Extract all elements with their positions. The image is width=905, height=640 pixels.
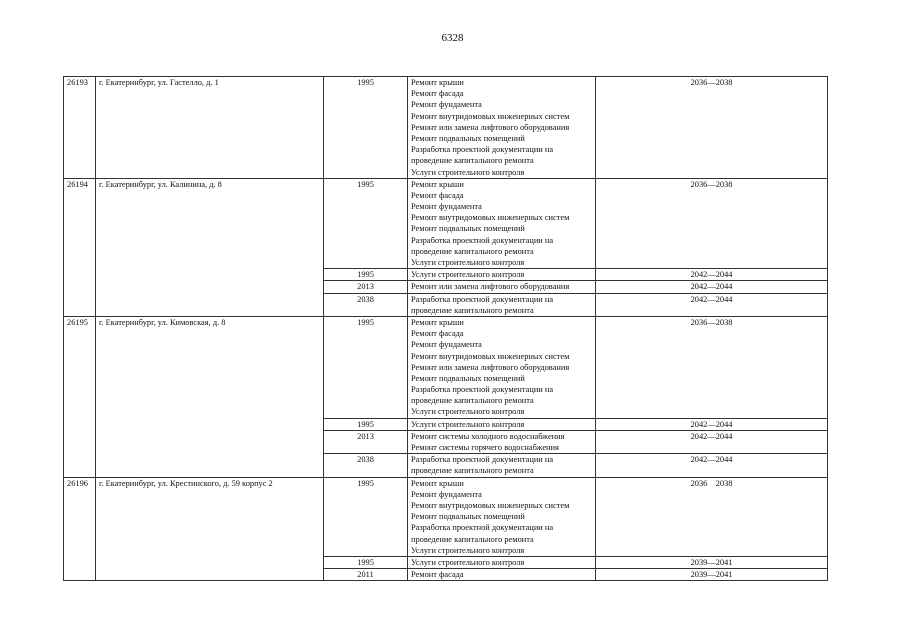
work-item: Разработка проектной документации на (411, 455, 554, 465)
works-cell (408, 77, 596, 179)
work-item: Услуги строительного контроля (411, 270, 525, 280)
planned-period-cell: 2036—2038 (596, 316, 828, 418)
work-item: Ремонт или замена лифтового оборудования (411, 282, 570, 292)
building-address: г. Екатеринбург, ул. Калинина, д. 8 (96, 178, 324, 316)
work-item: Ремонт крыши (411, 78, 464, 87)
year-cell: 1995 (324, 477, 408, 556)
work-item: Ремонт внутридомовых инженерных систем (411, 351, 570, 361)
planned-period-cell: 2039—2041 (596, 569, 828, 581)
building-address: г. Екатеринбург, ул. Гастелло, д. 1 (96, 77, 324, 179)
work-item: Разработка проектной документации на (411, 235, 554, 245)
table-row (64, 316, 828, 418)
planned-period-cell: 2042—2044 (596, 454, 828, 477)
work-item: Ремонт фасада (411, 190, 464, 200)
planned-period-cell: 2042—2044 (596, 269, 828, 281)
planned-period-cell: 2036 2038 (596, 477, 828, 556)
work-item: Разработка проектной документации на (411, 385, 554, 395)
table-row (64, 178, 828, 269)
planned-period-cell: 2042—2044 (596, 281, 828, 293)
building-address: г. Екатеринбург, ул. Крестинского, д. 59 корпус 2 (96, 477, 324, 581)
work-item: Ремонт подвальных помещений (411, 373, 525, 383)
work-item: Ремонт подвальных помещений (411, 512, 525, 522)
work-item: Услуги строительного контроля (411, 419, 525, 429)
planned-period-cell: 2042—2044 (596, 293, 828, 316)
work-item: Ремонт фундамента (411, 202, 482, 212)
work-item: Услуги строительного контроля (411, 258, 525, 267)
works-cell (408, 316, 596, 418)
work-item: проведение капитального ремонта (411, 396, 534, 406)
works-cell (408, 178, 596, 269)
work-item: Ремонт или замена лифтового оборудования (411, 362, 570, 372)
work-item: Ремонт подвальных помещений (411, 133, 525, 143)
work-item: Ремонт крыши (411, 179, 464, 189)
year-cell: 1995 (324, 77, 408, 179)
planned-period-cell: 2042—2044 (596, 430, 828, 453)
works-cell (408, 293, 596, 316)
work-item: Ремонт фундамента (411, 340, 482, 350)
work-item: Ремонт фасада (411, 329, 464, 339)
record-number: 26194 (64, 178, 96, 316)
record-number: 26195 (64, 316, 96, 477)
work-item: Разработка проектной документации на (411, 145, 554, 155)
work-item: Услуги строительного контроля (411, 545, 525, 555)
year-cell: 1995 (324, 556, 408, 568)
work-item: Ремонт подвальных помещений (411, 224, 525, 234)
capital-repair-table (63, 76, 828, 581)
work-item: Ремонт системы холодного водоснабжения (411, 431, 565, 441)
year-cell: 2013 (324, 281, 408, 293)
work-item: Ремонт внутридомовых инженерных систем (411, 111, 570, 121)
year-cell: 1995 (324, 269, 408, 281)
work-item: Ремонт фундамента (411, 489, 482, 499)
works-cell (408, 281, 596, 293)
planned-period-cell: 2036—2038 (596, 77, 828, 179)
table-body (64, 77, 828, 581)
year-cell: 2038 (324, 293, 408, 316)
planned-period-cell: 2036—2038 (596, 178, 828, 269)
table-row (64, 477, 828, 556)
year-cell: 1995 (324, 418, 408, 430)
work-item: Услуги строительного контроля (411, 557, 525, 567)
works-cell (408, 556, 596, 568)
planned-period-cell: 2042—2044 (596, 418, 828, 430)
table-row (64, 77, 828, 179)
works-cell (408, 269, 596, 281)
work-item: Услуги строительного контроля (411, 167, 525, 177)
page-number: 6328 (441, 32, 464, 44)
work-item: Ремонт фундамента (411, 100, 482, 110)
year-cell: 2038 (324, 454, 408, 477)
year-cell: 1995 (324, 316, 408, 418)
work-item: Ремонт внутридомовых инженерных систем (411, 213, 570, 223)
year-cell: 2013 (324, 430, 408, 453)
year-cell: 1995 (324, 178, 408, 269)
record-number: 26193 (64, 77, 96, 179)
work-item: Ремонт крыши (411, 317, 464, 327)
work-item: Услуги строительного контроля (411, 407, 525, 417)
works-cell (408, 569, 596, 581)
work-item: Разработка проектной документации на (411, 294, 554, 304)
work-item: проведение капитального ремонта (411, 534, 534, 544)
work-item: Ремонт или замена лифтового оборудования (411, 122, 570, 132)
planned-period-cell: 2039—2041 (596, 556, 828, 568)
work-item: Ремонт системы горячего водоснабжения (411, 443, 559, 453)
work-item: Ремонт крыши (411, 478, 464, 488)
work-item: Ремонт фасада (411, 89, 464, 99)
work-item: Разработка проектной документации на (411, 523, 554, 533)
building-address: г. Екатеринбург, ул. Кимовская, д. 8 (96, 316, 324, 477)
work-item: Ремонт внутридомовых инженерных систем (411, 500, 570, 510)
work-item: проведение капитального ремонта (411, 246, 534, 256)
works-cell (408, 430, 596, 453)
record-number: 26196 (64, 477, 96, 581)
work-item: проведение капитального ремонта (411, 305, 534, 315)
works-cell (408, 454, 596, 477)
year-cell: 2011 (324, 569, 408, 581)
work-item: проведение капитального ремонта (411, 156, 534, 166)
works-cell (408, 418, 596, 430)
works-cell (408, 477, 596, 556)
work-item: Ремонт фасада (411, 570, 464, 580)
work-item: проведение капитального ремонта (411, 466, 534, 476)
